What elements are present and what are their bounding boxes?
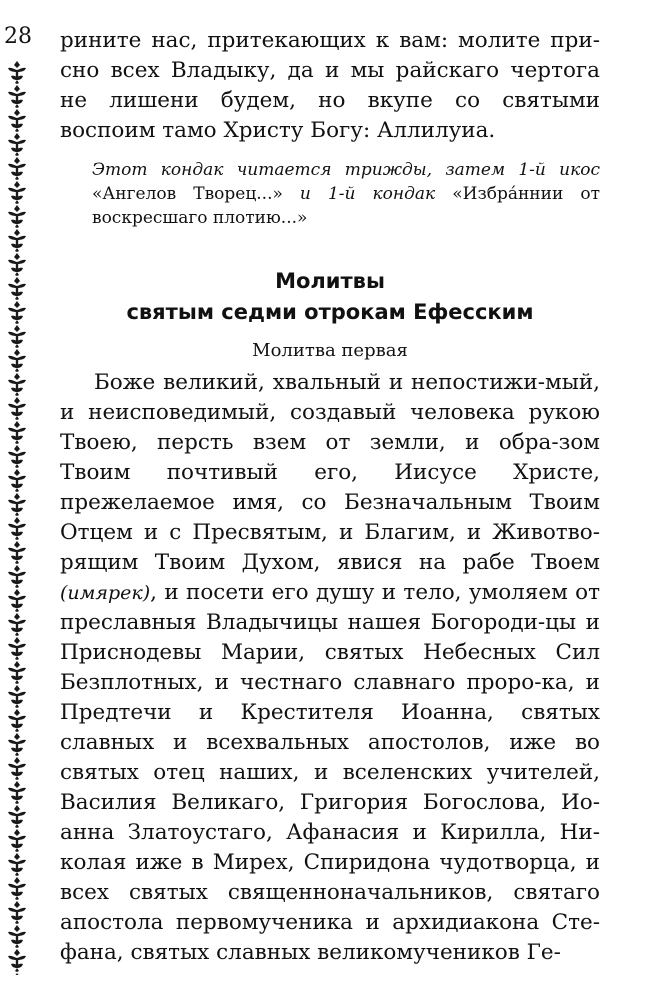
prayer-subtitle: Молитва первая — [252, 340, 408, 361]
name-placeholder: (имярек) — [60, 582, 151, 604]
rubric-quote-2: «Избра́ннии от воскресшаго плотию...» — [92, 184, 600, 228]
section-title-line-2: святым седми отрокам Ефесским — [126, 300, 534, 324]
rubric-note — [60, 158, 600, 230]
section-title-line-1: Молитвы — [275, 269, 385, 293]
rubric-quote-1: «Ангелов Творец...» — [92, 184, 283, 204]
section-title — [60, 266, 600, 328]
rubric-part-1: Этот кондак читается трижды, затем 1-й икос — [92, 160, 600, 180]
page-number: 28 — [4, 24, 32, 49]
prayer-text-after-name: , и посети его душу и тело, умоляем от преславныя Владычицы нашея Богороди-цы и Приснодевы Марии, святых Небесных Сил Безплотных, и честнаго славнаго проро-ка, и Предтечи и Крестителя Иоанна, святых славных и всехвальных апостолов, иже во святых отец наших, и вселенских учителей, Василия Великаго, Григория Богослова, Ио-анна Златоустаго, Афанасия и Кирилла, Ни-колая иже в Мирех, Спиридона чудотворца, и всех святых священноначальников, святаго апостола первомученика и архидиакона Сте-фана, святых славных великомучеников Ге- — [60, 580, 600, 965]
prayer-text-before-name: Боже великий, хвальный и непостижи-мый, и неисповедимый, создавый человека рукою Твоею, персть взем от земли, и обра-зом Твоим почтивый его, Иисусе Христе, прежелаемое имя, со Безначальным Твоим Отцем и с Пресвятым, и Благим, и Животво-рящим Твоим Духом, явися на рабе Твоем — [60, 370, 600, 575]
ornamental-border — [3, 60, 31, 975]
rubric-part-2: и 1-й кондак — [282, 184, 453, 204]
prayer-paragraph — [60, 368, 600, 968]
intro-paragraph: рините нас, притекающих к вам: молите при-сно всех Владыку, да и мы райскаго чертога не лишени будем, но вкупе со святыми воспоим тамо Христу Богу: Аллилуиа. — [60, 28, 600, 143]
page-content — [60, 26, 600, 968]
